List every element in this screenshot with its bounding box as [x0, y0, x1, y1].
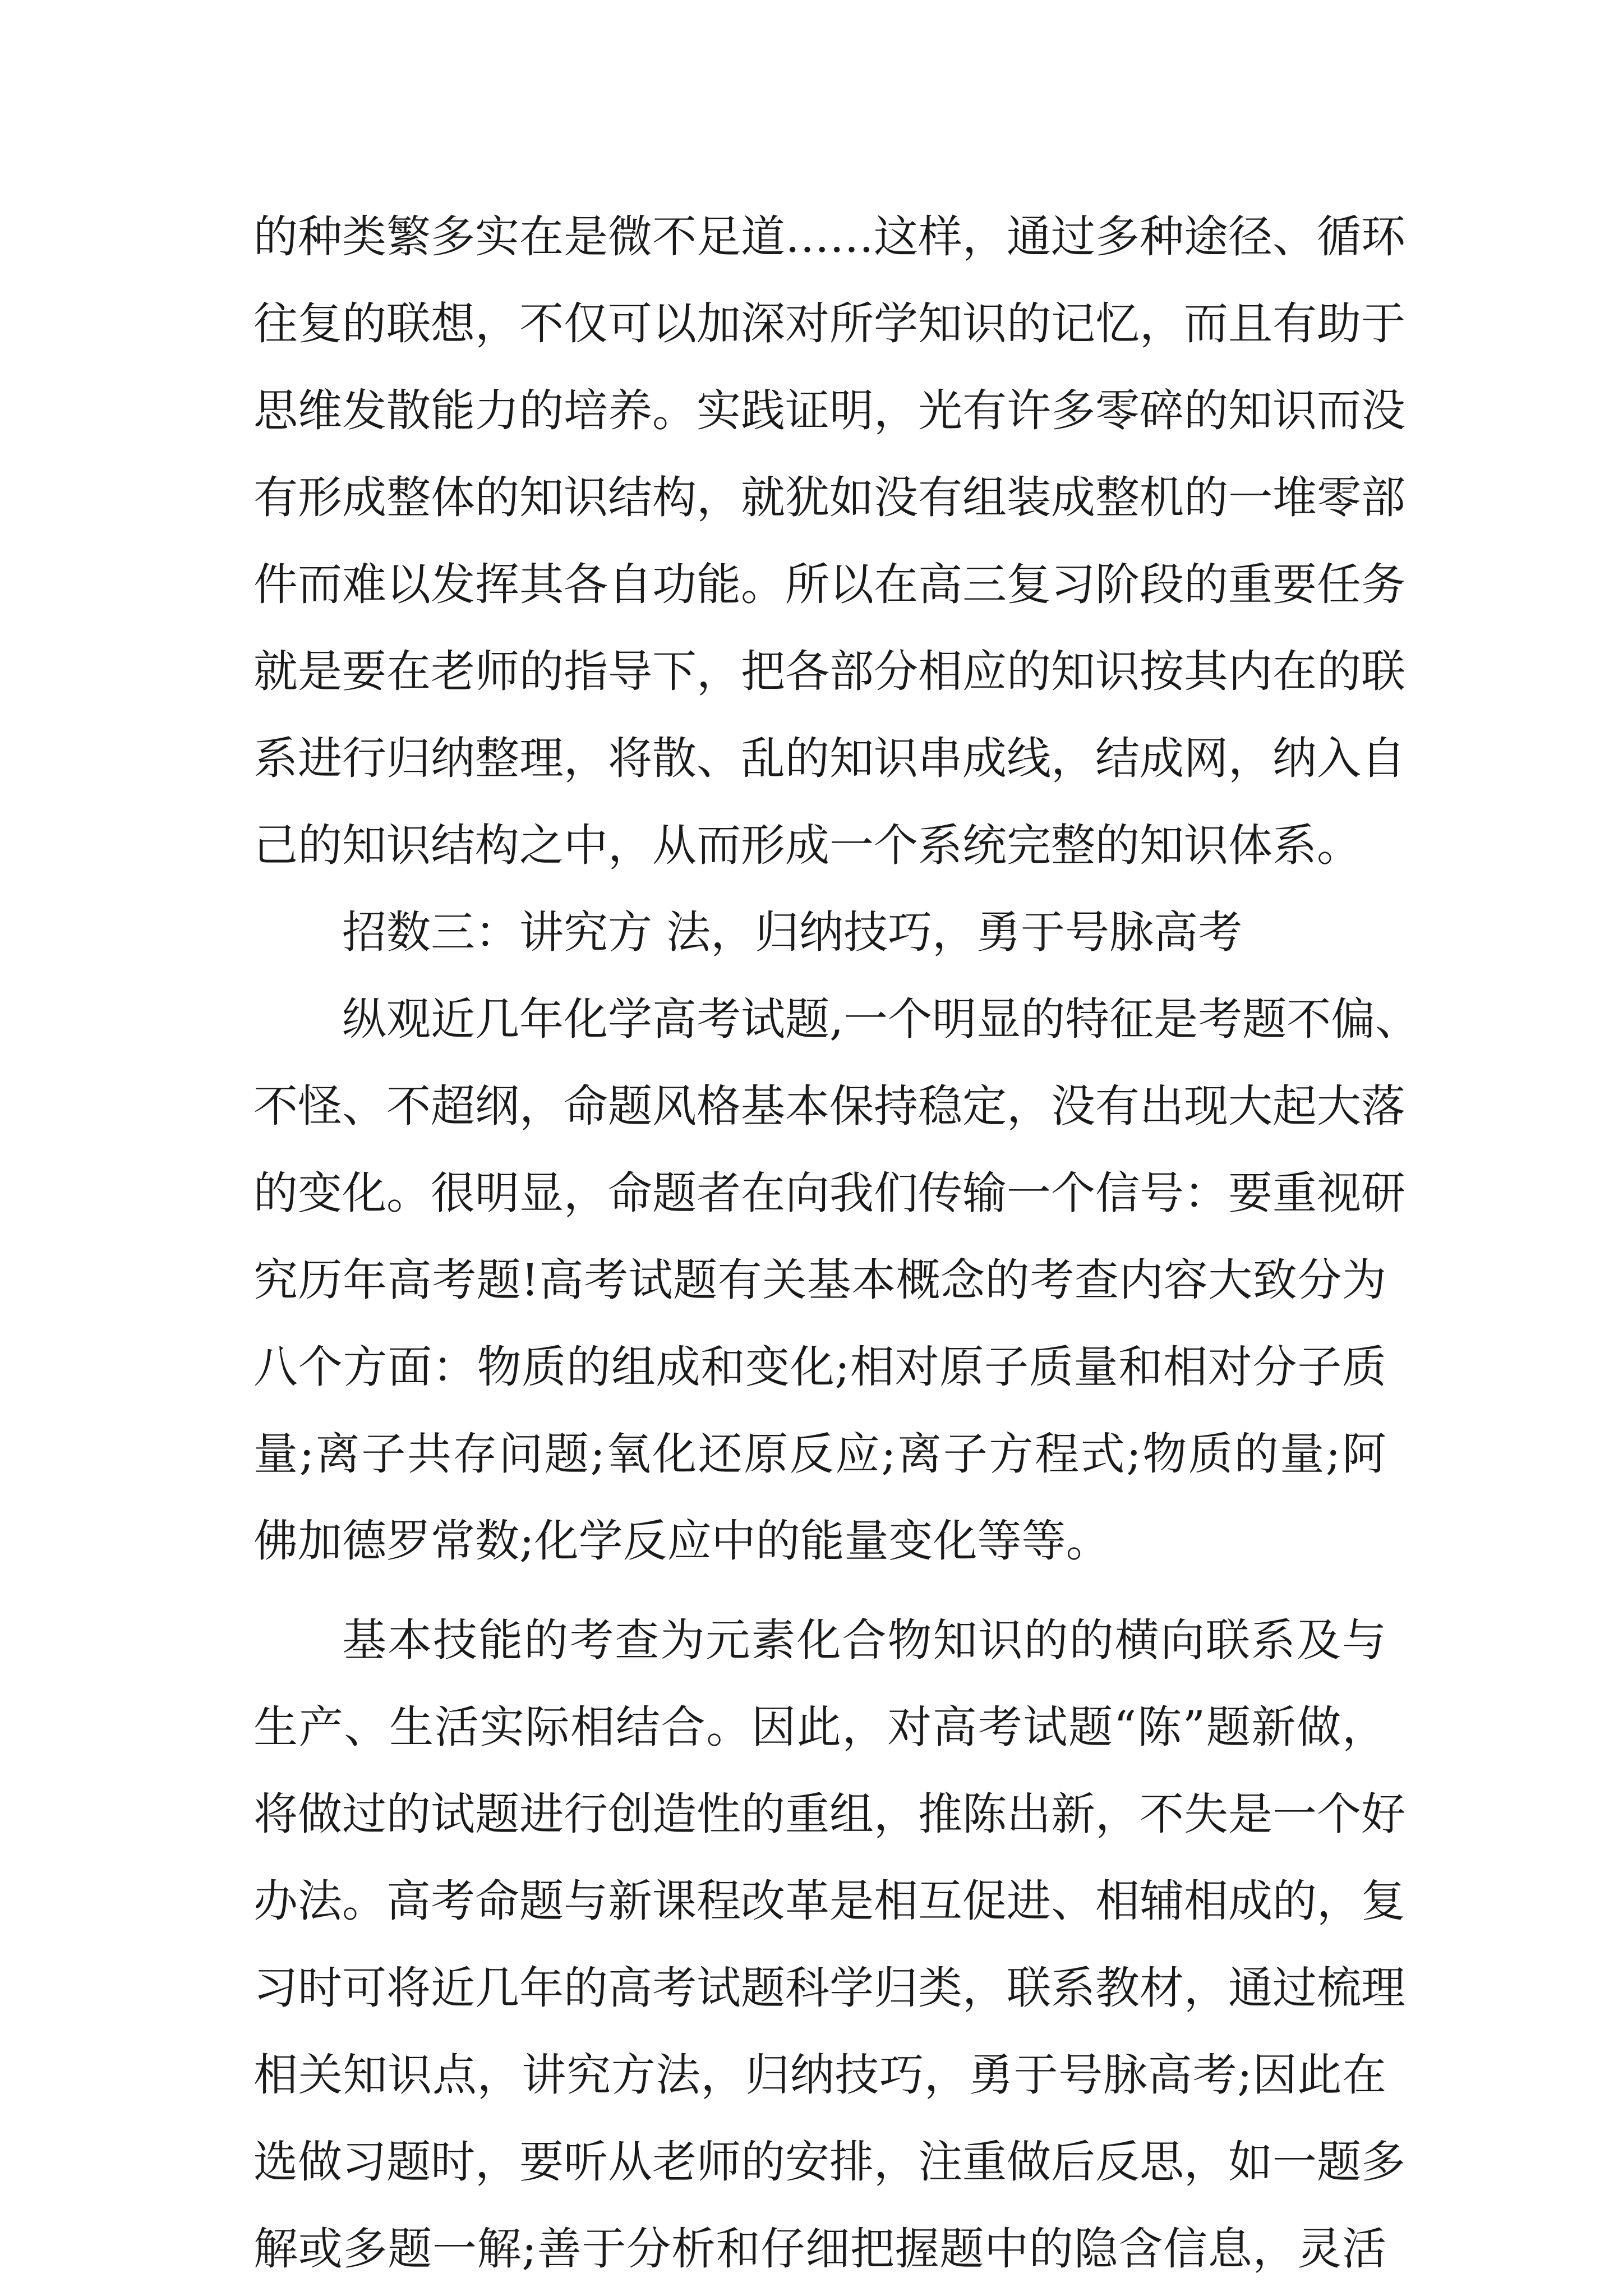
- paragraph-4-line-8: 解或多题一解;善于分析和仔细把握题中的隐含信息，灵活: [253, 2223, 1386, 2275]
- paragraph-1-line-2: 往复的联想，不仅可以加深对所学知识的记忆，而且有助于: [253, 298, 1405, 349]
- section-heading: 招数三：讲究方 法，归纳技巧，勇于号脉高考: [342, 907, 1243, 958]
- paragraph-3-line-6: 量;离子共存问题;氧化还原反应;离子方程式;物质的量;阿: [253, 1428, 1386, 1480]
- paragraph-4-line-5: 习时可将近几年的高考试题科学归类，联系教材，通过梳理: [253, 1962, 1405, 2014]
- paragraph-4-line-1: 基本技能的考查为元素化合物知识的的横向联系及与: [342, 1614, 1386, 1666]
- paragraph-1-line-5: 件而难以发挥其各自功能。所以在高三复习阶段的重要任务: [253, 559, 1405, 610]
- paragraph-1-line-3: 思维发散能力的培养。实践证明，光有许多零碎的知识而没: [253, 385, 1405, 436]
- paragraph-4-line-4: 办法。高考命题与新课程改革是相互促进、相辅相成的，复: [253, 1875, 1405, 1927]
- paragraph-4-line-6: 相关知识点，讲究方法，归纳技巧，勇于号脉高考;因此在: [253, 2049, 1386, 2101]
- paragraph-1-line-1: 的种类繁多实在是微不足道……这样，通过多种途径、循环: [253, 211, 1405, 263]
- paragraph-1-line-8: 己的知识结构之中，从而形成一个系统完整的知识体系。: [253, 820, 1361, 871]
- paragraph-3-line-1: 纵观近几年化学高考试题,一个明显的特征是考题不偏、: [342, 993, 1420, 1045]
- paragraph-1-line-4: 有形成整体的知识结构，就犹如没有组装成整机的一堆零部: [253, 472, 1405, 523]
- paragraph-3-line-5: 八个方面：物质的组成和变化;相对原子质量和相对分子质: [253, 1341, 1386, 1393]
- paragraph-3-line-3: 的变化。很明显，命题者在向我们传输一个信号：要重视研: [253, 1167, 1405, 1219]
- paragraph-4-line-7: 选做习题时，要听从老师的安排，注重做后反思，如一题多: [253, 2136, 1405, 2188]
- paragraph-1-line-7: 系进行归纳整理，将散、乱的知识串成线，结成网，纳入自: [253, 733, 1405, 784]
- paragraph-3-line-7: 佛加德罗常数;化学反应中的能量变化等等。: [253, 1515, 1110, 1567]
- paragraph-3-line-4: 究历年高考题!高考试题有关基本概念的考查内容大致分为: [253, 1254, 1386, 1306]
- paragraph-4-line-3: 将做过的试题进行创造性的重组，推陈出新，不失是一个好: [253, 1788, 1405, 1840]
- paragraph-3-line-2: 不怪、不超纲，命题风格基本保持稳定，没有出现大起大落: [253, 1080, 1405, 1132]
- paragraph-4-line-2: 生产、生活实际相结合。因此，对高考试题“陈”题新做，: [253, 1701, 1386, 1753]
- paragraph-1-line-6: 就是要在老师的指导下，把各部分相应的知识按其内在的联: [253, 646, 1405, 697]
